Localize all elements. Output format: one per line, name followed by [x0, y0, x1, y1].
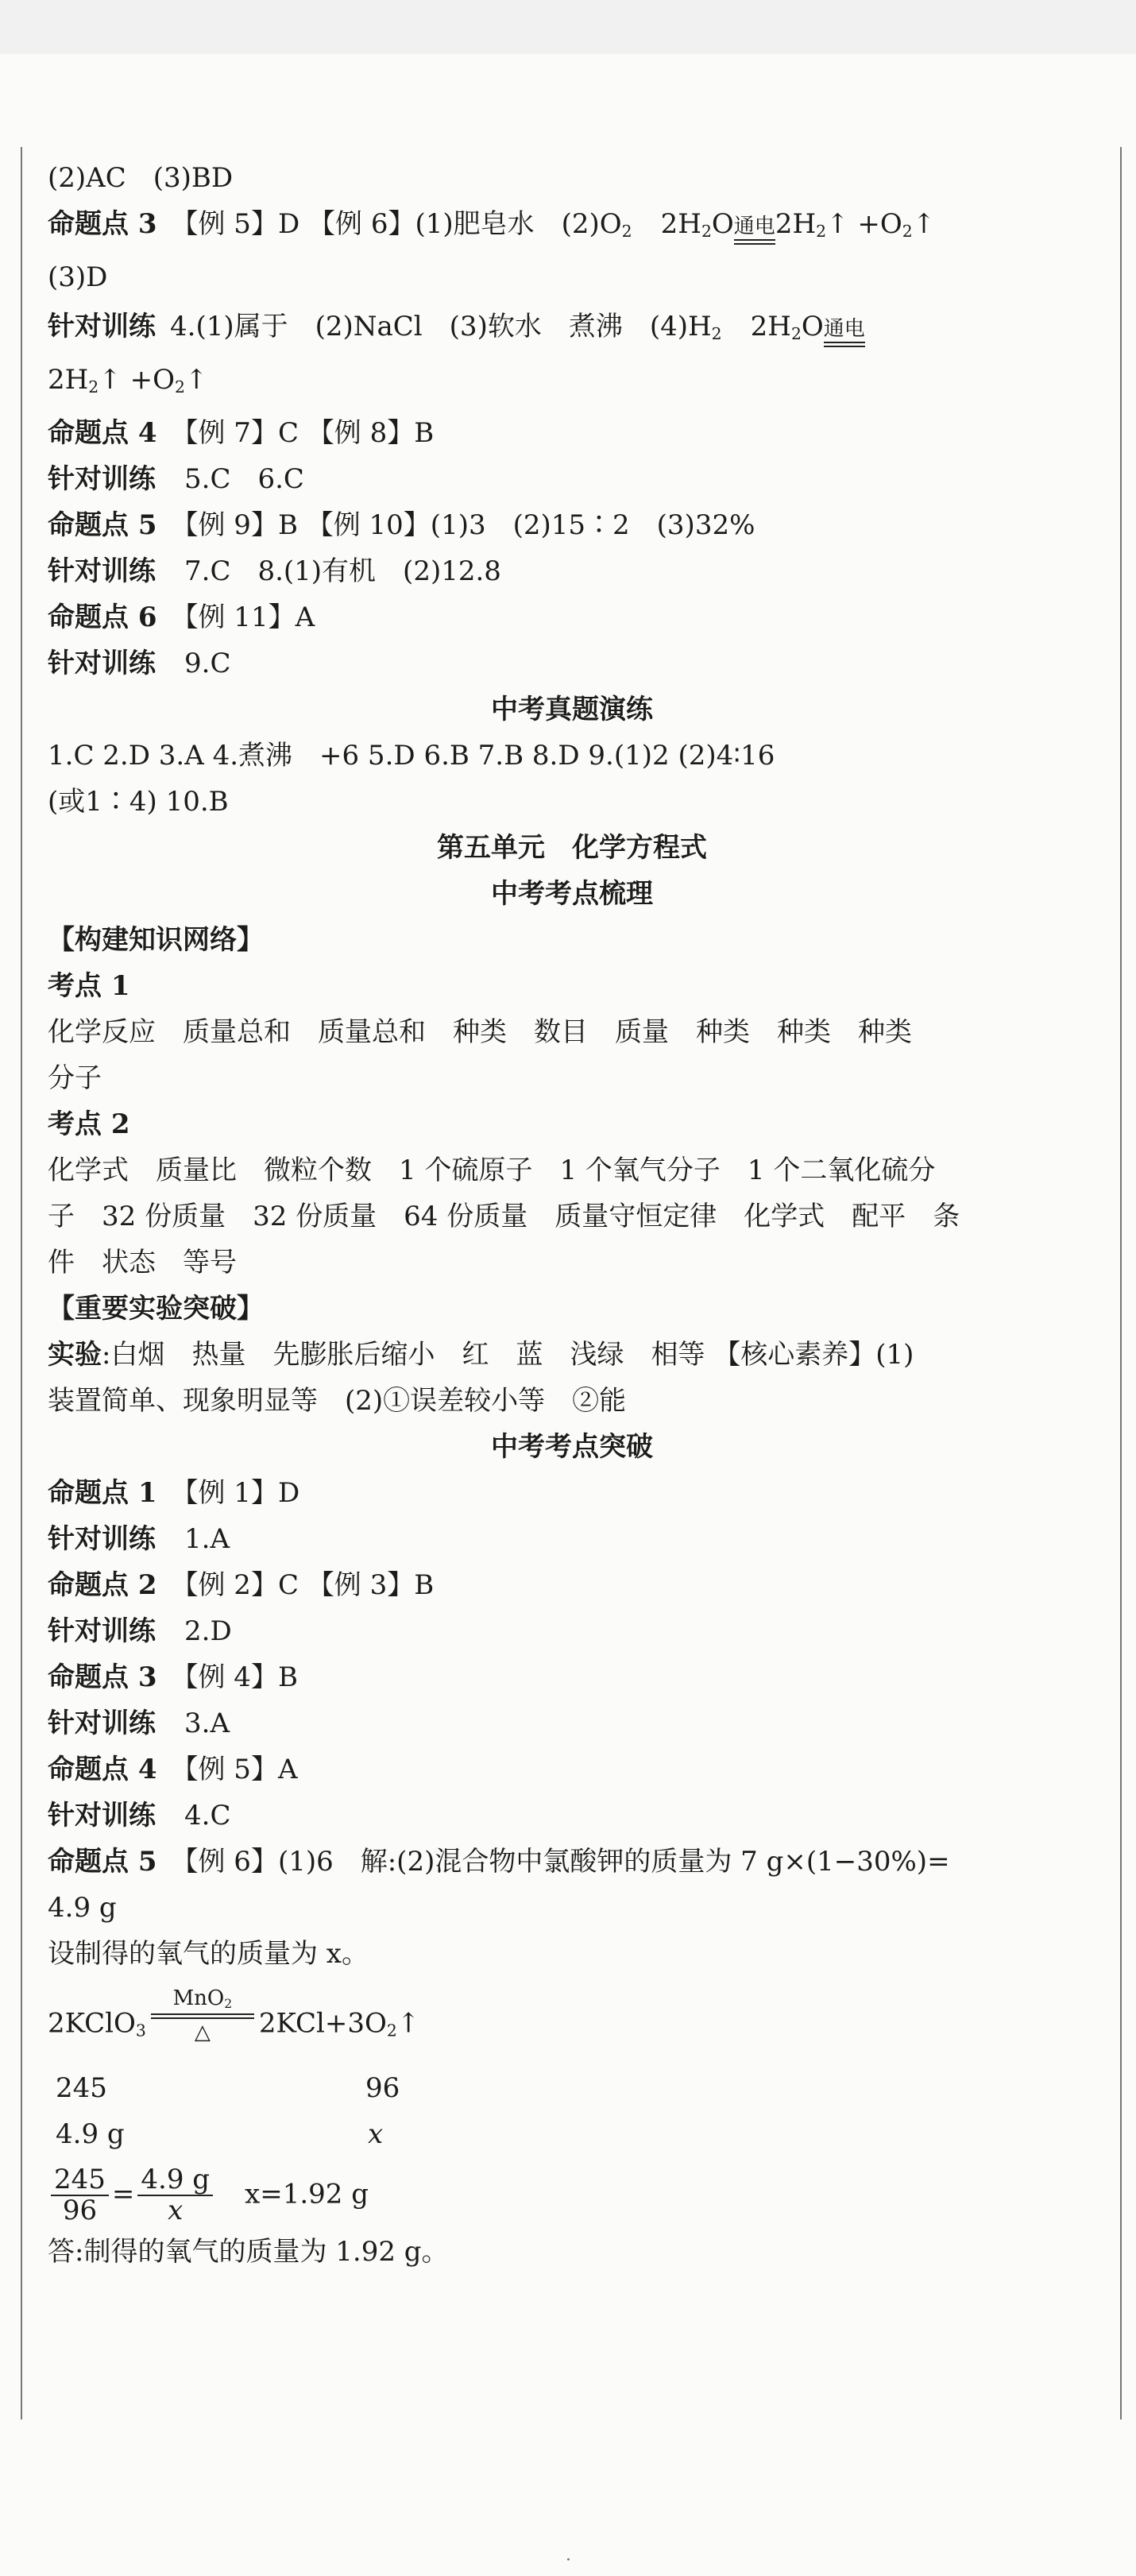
formula: 2KClO	[48, 2007, 136, 2040]
subscript: 2	[174, 377, 185, 397]
proportion-line: $\frac{245}{96}$ = $\frac{4.9 g}{x}$ x=1.92 g	[48, 2165, 1096, 2229]
fraction	[137, 2165, 213, 2226]
answer-text: 9.C	[184, 648, 231, 680]
subscript: 2	[711, 324, 722, 344]
condition-label: 通电	[823, 317, 865, 342]
answer-line	[48, 1516, 1096, 1562]
subscript: 2	[621, 222, 632, 242]
answer-text: 7.C 8.(1)有机 (2)12.8	[184, 555, 501, 588]
section-label: 命题点 5	[48, 509, 157, 542]
answer-line: (3)D	[48, 261, 108, 294]
formula: O	[711, 208, 734, 240]
subscript: 2	[386, 2021, 397, 2040]
unit-heading: 第五单元 化学方程式	[437, 832, 707, 864]
answer-text: 1.A	[184, 1523, 230, 1556]
section-label: 实验	[48, 1339, 102, 1371]
kaodian-label: 考点 1	[48, 970, 130, 1003]
section-label: 针对训练	[48, 463, 156, 496]
condition-label: MnO$_2$	[172, 1986, 233, 2012]
answer-line: 装置简单、现象明显等 (2)①误差较小等 ②能	[48, 1385, 627, 1418]
answer-line	[48, 357, 1096, 410]
answer-text: 【例 6】(1)6 解:(2)混合物中氯酸钾的质量为 7 g×(1−30%)=	[171, 1846, 950, 1878]
answer-line: 子 32 份质量 32 份质量 64 份质量 质量守恒定律 化学式 配平 条	[48, 1201, 960, 1233]
answer-line	[48, 456, 1096, 502]
formula: ↑	[184, 364, 208, 396]
calc-value: 4.9 g	[56, 2118, 125, 2150]
heat-symbol: △	[194, 2020, 211, 2044]
answer-line: (或1∶4) 10.B	[48, 786, 229, 818]
answer-line	[48, 1608, 1096, 1654]
answer-text: 4.C	[184, 1800, 231, 1832]
page-mark: ·	[566, 2551, 571, 2570]
answer-text: 【例 2】C 【例 3】B	[171, 1569, 435, 1602]
reaction-condition	[824, 319, 865, 347]
subscript: 2	[790, 324, 802, 344]
section-label: 针对训练	[48, 1523, 156, 1556]
answer-content	[48, 155, 1096, 2275]
section-label: 针对训练	[48, 648, 156, 680]
formula: 2H	[775, 208, 817, 240]
answer-line: 4.9 g	[48, 1892, 117, 1924]
section-label: 针对训练	[48, 1800, 156, 1832]
calc-value: x	[368, 2118, 384, 2150]
answer-line: 1.C 2.D 3.A 4.煮沸 +6 5.D 6.B 7.B 8.D 9.(1)2 (2)4∶16	[48, 740, 775, 772]
section-label: 命题点 4	[48, 417, 157, 450]
formula: 2H	[660, 208, 701, 240]
answer-text: 4.(1)属于 (2)NaCl (3)软水 煮沸 (4)H	[170, 311, 712, 343]
answer-line	[48, 548, 1096, 594]
answer-line	[48, 1654, 1096, 1700]
section-heading: 中考考点突破	[491, 1431, 653, 1464]
answer-text: 3.A	[184, 1708, 230, 1740]
right-rule	[1120, 147, 1122, 2419]
top-margin	[0, 0, 1136, 54]
answer-text: :白烟 热量 先膨胀后缩小 红 蓝 浅绿 相等 【核心素养】(1)	[102, 1339, 914, 1371]
section-heading: 中考真题演练	[491, 694, 653, 726]
subsection-label: 【重要实验突破】	[48, 1293, 264, 1325]
answer-line	[48, 1562, 1096, 1608]
formula: ↑ +O	[99, 364, 175, 396]
formula: 2KCl+3O	[258, 2007, 387, 2040]
section-label: 针对训练	[48, 1708, 156, 1740]
answer-line	[48, 640, 1096, 687]
calc-row	[48, 2111, 1096, 2157]
left-rule	[21, 147, 22, 2419]
answer-text: 【例 1】D	[171, 1477, 300, 1510]
fraction	[51, 2165, 109, 2226]
subscript: 3	[135, 2021, 146, 2040]
formula: O	[801, 311, 824, 343]
section-label: 命题点 3	[48, 208, 157, 240]
answer-text: 【例 4】B	[171, 1661, 298, 1694]
condition-label: 通电	[733, 215, 775, 238]
answer-text: 2.D	[184, 1615, 232, 1648]
answer-line	[48, 1746, 1096, 1793]
section-label: 命题点 5	[48, 1846, 157, 1878]
formula: ↑	[396, 2007, 420, 2040]
kaodian-label: 考点 2	[48, 1108, 130, 1141]
formula: 2H	[750, 311, 791, 343]
answer-line	[48, 594, 1096, 640]
section-label: 命题点 1	[48, 1477, 157, 1510]
subscript: 2	[701, 222, 712, 242]
answer-text: 【例 5】A	[171, 1754, 298, 1786]
section-label: 命题点 2	[48, 1569, 157, 1602]
answer-line: 答:制得的氧气的质量为 1.92 g。	[48, 2235, 449, 2268]
formula: ↑ +O	[826, 208, 902, 240]
result-text: x=1.92 g	[245, 2178, 369, 2210]
section-heading: 中考考点梳理	[491, 878, 653, 911]
answer-text: 【例 9】B 【例 10】(1)3 (2)15∶2 (3)32%	[171, 509, 755, 542]
answer-line	[48, 1700, 1096, 1746]
answer-text: 【例 7】C 【例 8】B	[171, 417, 435, 450]
section-label: 针对训练	[48, 311, 156, 343]
answer-line: 化学式 质量比 微粒个数 1 个硫原子 1 个氧气分子 1 个二氧化硫分	[48, 1155, 936, 1187]
answer-line	[48, 201, 1096, 254]
subscript: 2	[902, 222, 913, 242]
numerator: 245	[51, 2165, 109, 2196]
answer-line: 件 状态 等号	[48, 1247, 237, 1279]
section-label: 针对训练	[48, 555, 156, 588]
formula: ↑	[912, 208, 936, 240]
subsection-label: 【构建知识网络】	[48, 924, 264, 957]
answer-line	[48, 1470, 1096, 1516]
reaction-condition	[151, 1988, 254, 2042]
formula: 2H	[48, 364, 89, 396]
answer-line	[48, 1793, 1096, 1839]
answer-line: (2)AC (3)BD	[48, 162, 234, 194]
calc-value: 96	[365, 2071, 400, 2104]
numerator: 4.9 g	[137, 2165, 213, 2196]
chemical-equation	[48, 1988, 1096, 2054]
answer-line: 化学反应 质量总和 质量总和 种类 数目 质量 种类 种类 种类	[48, 1016, 912, 1049]
answer-line: 分子	[48, 1062, 102, 1095]
answer-text: 【例 11】A	[171, 601, 315, 634]
section-label: 命题点 4	[48, 1754, 157, 1786]
subscript: 2	[88, 377, 99, 397]
calc-value: 245	[56, 2071, 107, 2104]
answer-line	[48, 502, 1096, 548]
answer-line: 设制得的氧气的质量为 x。	[48, 1938, 369, 1971]
section-label: 命题点 6	[48, 601, 157, 634]
answer-line	[48, 304, 1096, 357]
denominator: x	[168, 2195, 184, 2227]
answer-line	[48, 1332, 1096, 1378]
answer-line	[48, 410, 1096, 456]
section-label: 命题点 3	[48, 1661, 157, 1694]
subscript: 2	[816, 222, 827, 242]
reaction-condition	[734, 216, 775, 245]
calc-row	[48, 2065, 1096, 2111]
section-label: 针对训练	[48, 1615, 156, 1648]
answer-text: 【例 5】D 【例 6】(1)肥皂水 (2)O	[171, 208, 622, 240]
answer-line	[48, 1839, 1096, 1885]
denominator: 96	[62, 2195, 98, 2227]
answer-text: 5.C 6.C	[184, 463, 304, 496]
